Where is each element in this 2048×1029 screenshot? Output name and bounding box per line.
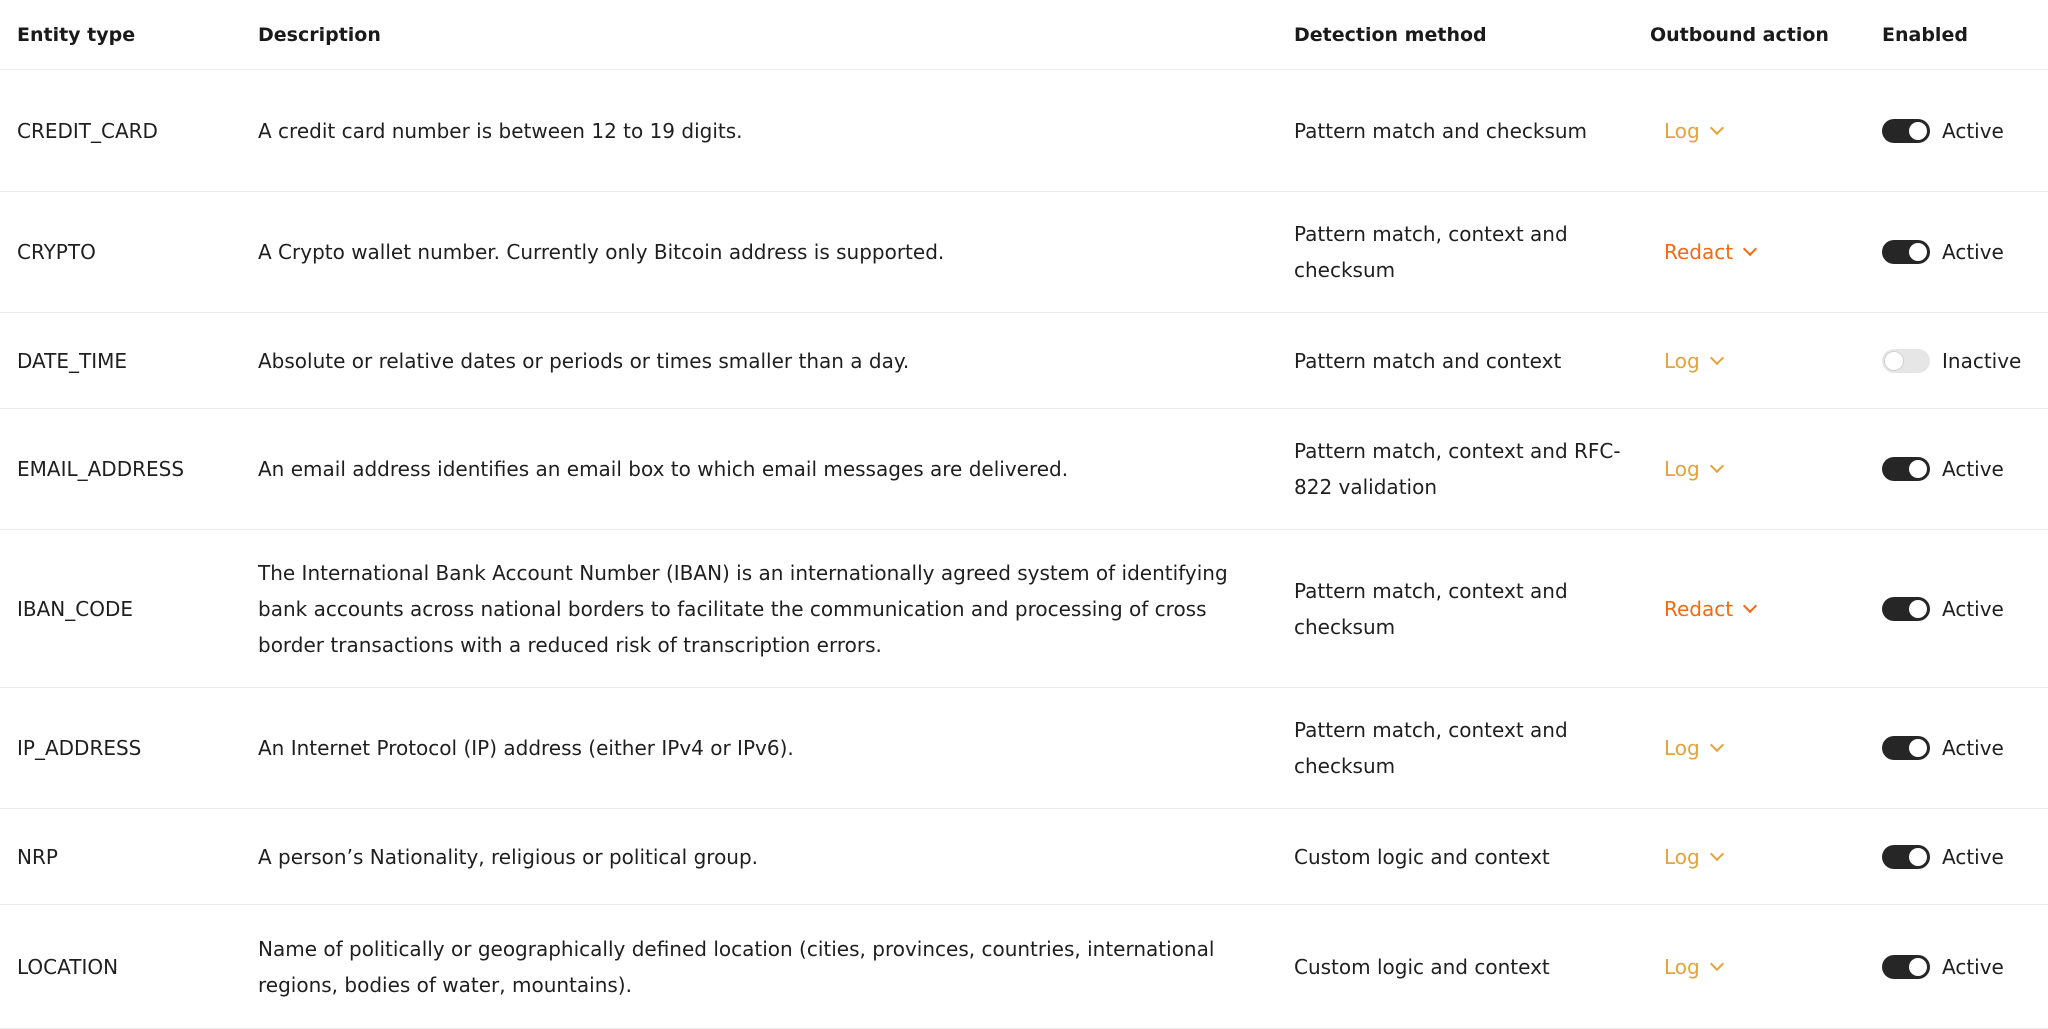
enabled-cell (1882, 839, 2048, 875)
table-row (0, 192, 2048, 313)
toggle-knob (1909, 958, 1927, 976)
enabled-cell (1882, 113, 2048, 149)
table-header (0, 0, 2048, 70)
header-outbound-action: Outbound action (1650, 23, 1829, 46)
chevron-down-icon (1710, 738, 1724, 752)
toggle-knob (1909, 122, 1927, 140)
chevron-down-icon (1710, 459, 1724, 473)
enabled-toggle[interactable] (1882, 457, 1930, 481)
chevron-down-icon (1710, 120, 1724, 134)
entity-type-cell: IP_ADDRESS (17, 736, 142, 760)
description-cell: A person’s Nationality, religious or political group. (258, 844, 759, 869)
outbound-action-cell (1650, 591, 1882, 627)
outbound-action-cell (1650, 113, 1882, 149)
toggle-knob (1909, 600, 1927, 618)
enabled-status: Active (1942, 844, 2004, 869)
entity-type-cell: CREDIT_CARD (17, 118, 158, 143)
outbound-action-value: Log (1664, 954, 1700, 979)
enabled-status: Active (1942, 240, 2004, 264)
table-row (0, 905, 2048, 1029)
detection-method-cell: Pattern match, context and RFC-822 validation (1294, 439, 1621, 499)
outbound-action-value: Log (1664, 736, 1700, 760)
header-enabled: Enabled (1882, 23, 1968, 46)
enabled-cell (1882, 949, 2048, 985)
enabled-cell (1882, 234, 2048, 270)
outbound-action-cell (1650, 730, 1882, 766)
chevron-down-icon (1743, 598, 1757, 612)
outbound-action-dropdown[interactable] (1664, 451, 1722, 487)
outbound-action-value: Log (1664, 457, 1700, 481)
description-cell: A credit card number is between 12 to 19 digits. (258, 118, 743, 143)
outbound-action-value: Log (1664, 844, 1700, 869)
outbound-action-cell (1650, 234, 1882, 270)
description-cell: Name of politically or geographically defined location (cities, provinces, countries, international regions, bodies of water, mountains). (258, 936, 1215, 997)
toggle-knob (1885, 352, 1903, 370)
outbound-action-cell (1650, 451, 1882, 487)
chevron-down-icon (1710, 350, 1724, 364)
description-cell: Absolute or relative dates or periods or times smaller than a day. (258, 348, 910, 373)
enabled-toggle[interactable] (1882, 240, 1930, 264)
description-cell: An email address identifies an email box to which email messages are delivered. (258, 457, 1069, 481)
description-cell: A Crypto wallet number. Currently only Bitcoin address is supported. (258, 240, 945, 264)
outbound-action-dropdown[interactable] (1664, 730, 1722, 766)
table-row (0, 409, 2048, 530)
detection-method-cell: Custom logic and context (1294, 844, 1550, 869)
chevron-down-icon (1743, 242, 1757, 256)
header-entity-type: Entity type (17, 23, 136, 46)
outbound-action-value: Redact (1664, 596, 1734, 621)
enabled-cell (1882, 451, 2048, 487)
enabled-status: Inactive (1942, 348, 2022, 373)
toggle-knob (1909, 460, 1927, 478)
table-row (0, 688, 2048, 809)
outbound-action-dropdown[interactable] (1664, 113, 1722, 149)
entity-type-cell: EMAIL_ADDRESS (17, 457, 185, 481)
outbound-action-value: Redact (1664, 240, 1734, 264)
enabled-status: Active (1942, 457, 2004, 481)
entity-type-cell: NRP (17, 844, 58, 869)
description-cell: The International Bank Account Number (IBAN) is an internationally agreed system of identifying bank accounts across national borders to facilitate the communication and processing of cross border transactions with a reduced risk of transcription errors. (258, 560, 1228, 657)
enabled-status: Active (1942, 596, 2004, 621)
outbound-action-dropdown[interactable] (1664, 949, 1722, 985)
toggle-knob (1909, 739, 1927, 757)
outbound-action-value: Log (1664, 348, 1700, 373)
entity-type-cell: LOCATION (17, 954, 119, 979)
enabled-toggle[interactable] (1882, 119, 1930, 143)
enabled-toggle[interactable] (1882, 736, 1930, 760)
enabled-cell (1882, 730, 2048, 766)
toggle-knob (1909, 243, 1927, 261)
header-description: Description (258, 23, 381, 46)
chevron-down-icon (1710, 956, 1724, 970)
outbound-action-dropdown[interactable] (1664, 234, 1755, 270)
enabled-toggle[interactable] (1882, 349, 1930, 373)
table-row (0, 70, 2048, 192)
toggle-knob (1909, 848, 1927, 866)
entity-type-cell: DATE_TIME (17, 348, 128, 373)
outbound-action-cell (1650, 949, 1882, 985)
outbound-action-cell (1650, 343, 1882, 379)
table-row (0, 313, 2048, 409)
outbound-action-dropdown[interactable] (1664, 839, 1722, 875)
enabled-toggle[interactable] (1882, 845, 1930, 869)
detection-method-cell: Custom logic and context (1294, 954, 1550, 979)
detection-method-cell: Pattern match, context and checksum (1294, 222, 1568, 282)
detection-method-cell: Pattern match and checksum (1294, 118, 1588, 143)
detection-method-cell: Pattern match, context and checksum (1294, 718, 1568, 778)
table-row (0, 809, 2048, 905)
header-detection-method: Detection method (1294, 23, 1487, 46)
outbound-action-dropdown[interactable] (1664, 591, 1755, 627)
entity-type-cell: CRYPTO (17, 240, 96, 264)
table-row (0, 530, 2048, 688)
enabled-status: Active (1942, 736, 2004, 760)
enabled-status: Active (1942, 954, 2004, 979)
description-cell: An Internet Protocol (IP) address (either IPv4 or IPv6). (258, 736, 794, 760)
outbound-action-dropdown[interactable] (1664, 343, 1722, 379)
enabled-cell (1882, 591, 2048, 627)
enabled-cell (1882, 343, 2048, 379)
detection-method-cell: Pattern match and context (1294, 348, 1562, 373)
enabled-toggle[interactable] (1882, 955, 1930, 979)
chevron-down-icon (1710, 846, 1724, 860)
detection-method-cell: Pattern match, context and checksum (1294, 578, 1568, 639)
enabled-toggle[interactable] (1882, 597, 1930, 621)
outbound-action-cell (1650, 839, 1882, 875)
entity-type-cell: IBAN_CODE (17, 596, 134, 621)
enabled-status: Active (1942, 118, 2004, 143)
outbound-action-value: Log (1664, 118, 1700, 143)
